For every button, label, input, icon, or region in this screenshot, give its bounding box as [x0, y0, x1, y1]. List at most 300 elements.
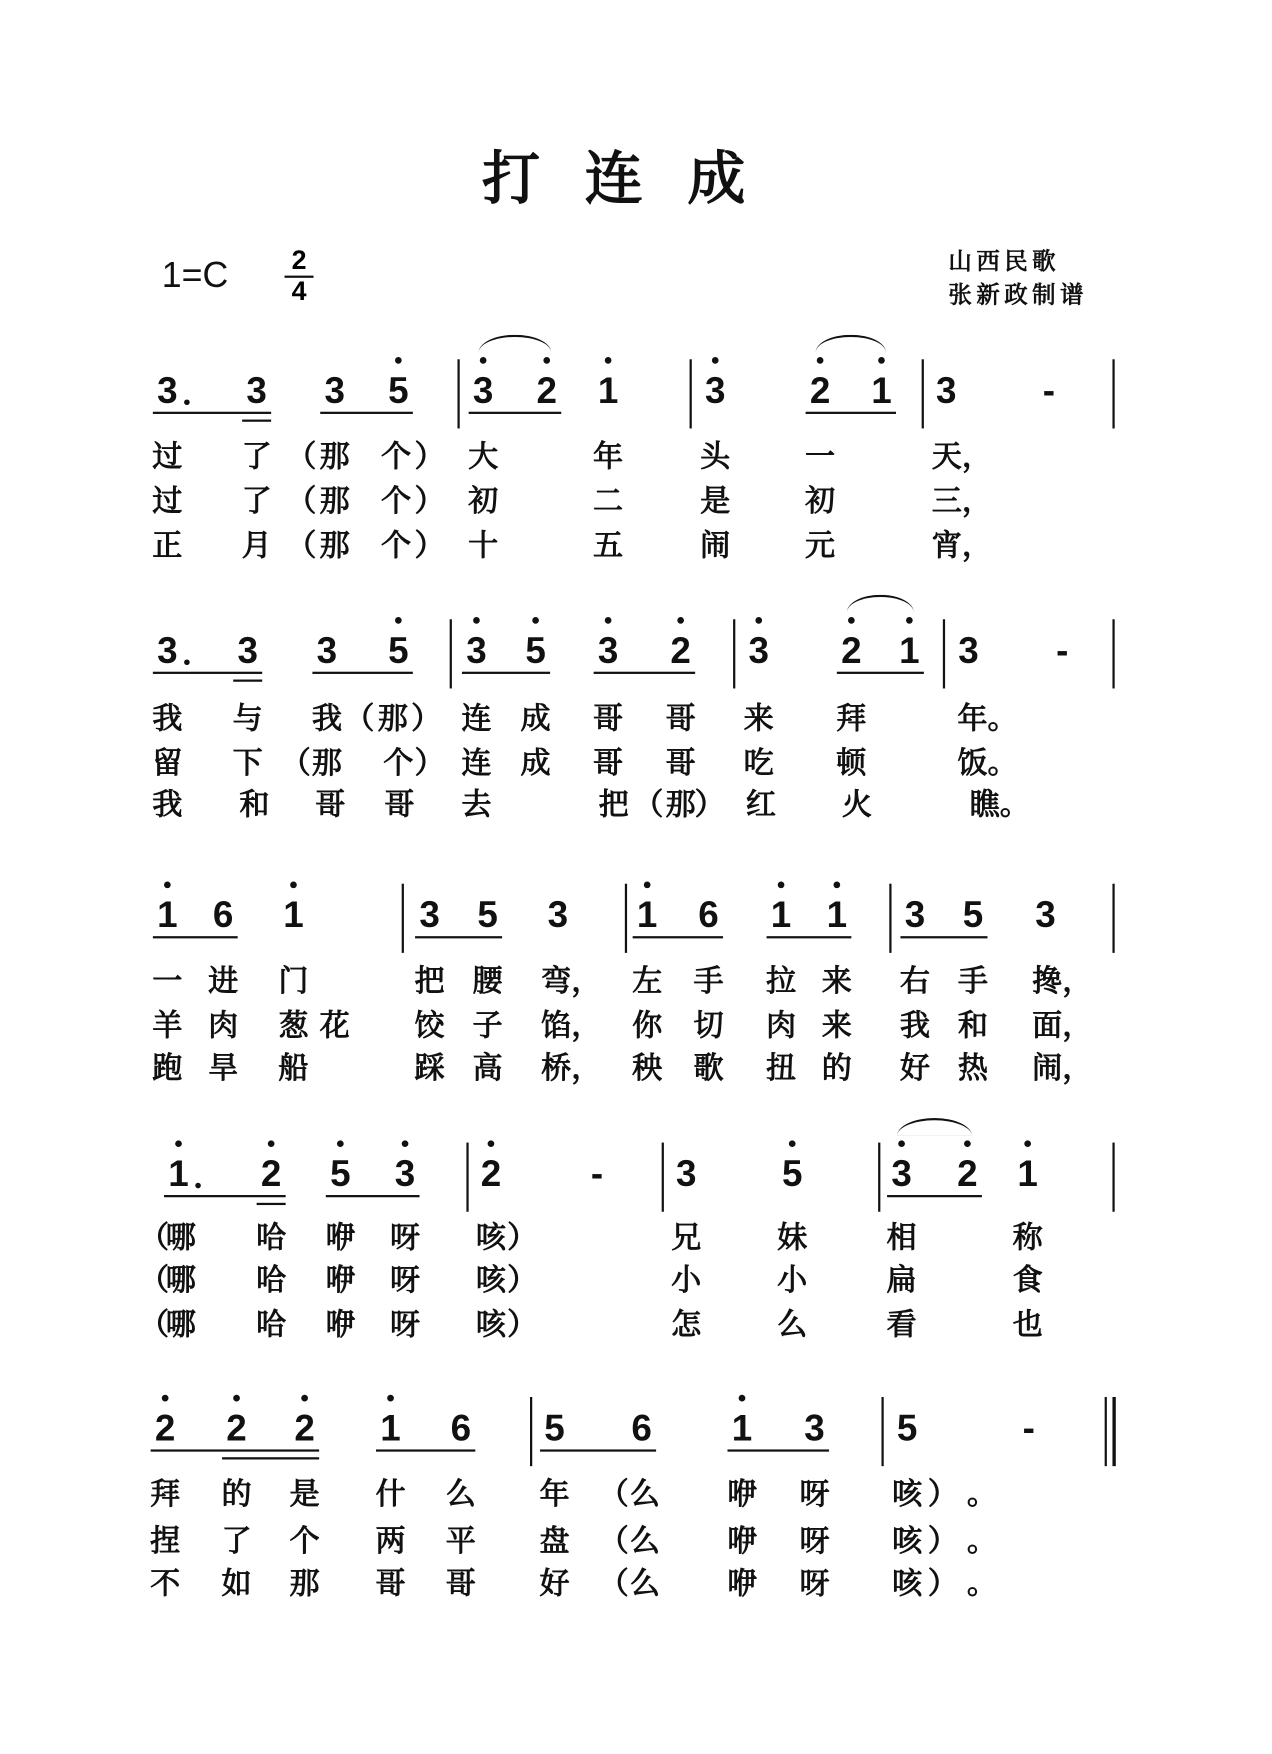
high-octave-dot — [268, 1140, 275, 1147]
lyric-char: 红 — [745, 787, 777, 823]
beam-underline — [312, 672, 412, 674]
lyric-char: 咿 — [726, 1566, 758, 1602]
barline — [1112, 884, 1114, 953]
lyric-char: 哪 — [165, 1263, 196, 1298]
lyric-char: 称 — [1012, 1220, 1043, 1256]
lyric-char: 歌 — [693, 1051, 724, 1086]
lyric-char: 那 — [289, 1566, 320, 1602]
lyric-char: 成 — [520, 746, 551, 782]
lyric-char: 么 — [629, 1524, 660, 1559]
lyric-char: 饺 — [414, 1008, 445, 1044]
high-octave-dot — [739, 1395, 746, 1402]
beam-underline — [153, 672, 262, 674]
lyric-char: （ — [598, 1566, 629, 1602]
note: 1 — [871, 369, 892, 411]
barline — [530, 1397, 532, 1466]
song-title: 打连成 — [482, 145, 790, 214]
lyric-char: 成 — [520, 701, 551, 737]
note: 2 — [154, 1407, 176, 1449]
lyric-char: 三， — [931, 484, 992, 519]
lyric-char: 门 — [278, 964, 309, 999]
note: 1 — [380, 1407, 401, 1449]
note: 2 — [809, 369, 831, 411]
high-octave-dot — [290, 881, 297, 888]
arranger-credit: 张新政制谱 — [948, 280, 1088, 308]
lyric-char: 十 — [468, 528, 499, 564]
high-octave-dot — [301, 1395, 308, 1402]
lyric-char: 哪 — [165, 1307, 196, 1343]
note: 6 — [698, 893, 719, 936]
barline — [450, 619, 452, 688]
lyric-char: 哥 — [315, 787, 346, 823]
lyric-char: 咳 — [892, 1566, 923, 1602]
barline — [662, 1143, 664, 1212]
beam-underline — [767, 936, 852, 938]
note: 2 — [841, 629, 862, 671]
note: 1 — [770, 893, 792, 936]
lyric-char: 那 — [665, 787, 696, 823]
lyric-char: 年 — [539, 1477, 570, 1512]
lyric-char: 扭 — [765, 1051, 797, 1086]
high-octave-dot — [395, 357, 402, 364]
key-signature: 1=C — [161, 254, 229, 295]
lyric-char: 搀， — [1032, 964, 1093, 999]
lyric-char: 连 — [461, 701, 492, 737]
beam-underline — [887, 1195, 982, 1197]
dash-note: - — [1056, 629, 1069, 671]
high-octave-dot — [712, 357, 719, 364]
lyric-char: 呀 — [389, 1307, 421, 1343]
lyric-char: ） — [411, 701, 442, 737]
note: 3 — [246, 369, 267, 411]
high-octave-dot — [644, 881, 651, 888]
lyric-char: 下 — [232, 746, 263, 782]
high-octave-dot — [337, 1140, 344, 1147]
lyric-char: 右 — [899, 964, 931, 999]
lyric-char: 左 — [632, 964, 663, 999]
lyric-char: 面， — [1032, 1008, 1093, 1044]
lyric-char: 馅， — [541, 1008, 602, 1044]
lyric-char: 花 — [319, 1008, 350, 1044]
lyric-char: 看 — [886, 1307, 917, 1343]
lyric-char: 初 — [805, 484, 836, 519]
lyric-char: 与 — [232, 701, 263, 737]
beam-underline — [462, 672, 550, 674]
lyric-char: 呀 — [799, 1524, 830, 1559]
lyric-char: ） — [507, 1307, 538, 1343]
note: 5 — [544, 1407, 565, 1449]
note: 2 — [670, 629, 691, 671]
note: 3 — [597, 629, 619, 671]
lyric-char: 咿 — [726, 1477, 758, 1512]
lyric-char: 怎 — [671, 1307, 702, 1343]
lyric-char: 哈 — [256, 1307, 287, 1343]
beam-underline — [594, 672, 696, 674]
note: 5 — [330, 1152, 351, 1194]
lyric-char: 来 — [821, 964, 852, 999]
lyric-char: 哈 — [256, 1220, 287, 1256]
lyric-char: 那 — [319, 528, 350, 564]
lyric-char: 那 — [377, 701, 408, 737]
lyric-char: 那 — [319, 439, 350, 475]
barline — [1112, 1143, 1114, 1212]
lyric-char: ） — [927, 1477, 958, 1512]
lyric-char: 哥 — [665, 701, 696, 737]
note: 5 — [962, 893, 984, 936]
lyric-char: 旱 — [208, 1051, 239, 1086]
note: 3 — [472, 369, 494, 411]
note: 3 — [324, 369, 345, 411]
lyric-char: 咿 — [325, 1307, 356, 1343]
lyric-char: 连 — [461, 746, 492, 782]
barline — [733, 619, 735, 688]
beam-underline — [164, 1195, 286, 1197]
lyric-char: 咳 — [892, 1524, 923, 1559]
lyric-char: 肉 — [208, 1008, 239, 1044]
lyric-char: 头 — [700, 439, 731, 475]
note: 2 — [294, 1407, 315, 1449]
lyric-char: 进 — [208, 964, 239, 999]
lyric-char: 么 — [445, 1477, 476, 1512]
note: 3 — [748, 629, 769, 671]
barline — [1112, 619, 1114, 688]
lyric-char: （ — [138, 1263, 170, 1298]
lyric-char: 羊 — [152, 1008, 183, 1044]
note: 5 — [781, 1152, 803, 1194]
beam-underline — [806, 412, 896, 414]
double-beam-underline — [242, 420, 271, 422]
lyric-char: （ — [138, 1307, 170, 1343]
lyric-char: 咳 — [892, 1477, 923, 1512]
lyric-char: （ — [633, 787, 664, 823]
lyric-char: 来 — [821, 1008, 852, 1044]
lyric-char: 哈 — [256, 1263, 287, 1298]
lyric-char: 闹 — [700, 528, 731, 564]
lyric-char: 过 — [152, 439, 183, 475]
lyric-char: 跑 — [152, 1051, 183, 1086]
lyric-char: 葱 — [278, 1008, 309, 1044]
note: 5 — [896, 1407, 918, 1449]
lyric-char: 年 — [593, 439, 624, 475]
high-octave-dot — [778, 881, 785, 888]
lyric-char: 拜 — [836, 701, 867, 737]
beam-underline — [320, 412, 413, 414]
lyric-char: 月 — [241, 528, 272, 564]
lyric-char: 好 — [899, 1051, 931, 1086]
lyric-char: 呀 — [799, 1566, 830, 1602]
lyric-char: ） — [414, 528, 445, 564]
lyric-char: ） — [414, 439, 445, 475]
note: 3 — [466, 629, 487, 671]
note: 6 — [631, 1407, 652, 1449]
note: 1 — [157, 893, 178, 936]
slur — [816, 335, 886, 353]
lyric-char: ） — [507, 1220, 538, 1256]
double-beam-underline — [257, 1203, 286, 1205]
note: 3 — [547, 893, 569, 936]
lyric-char: 初 — [468, 484, 499, 519]
high-octave-dot — [532, 617, 539, 624]
lyric-char: （ — [344, 701, 375, 737]
lyric-char: 和 — [239, 787, 270, 823]
lyric-char: 哥 — [384, 787, 415, 823]
note: 1 — [636, 893, 658, 936]
lyric-char: 大 — [468, 439, 499, 475]
lyric-char: 个 — [381, 439, 412, 475]
lyric-char: 什 — [375, 1477, 406, 1512]
lyric-char: 呀 — [389, 1220, 421, 1256]
lyric-char: 瞧。 — [969, 787, 1030, 823]
lyric-char: 桥， — [541, 1051, 602, 1086]
lyric-char: 个 — [381, 528, 412, 564]
barline — [625, 884, 627, 953]
lyric-char: 来 — [743, 701, 774, 737]
note: 6 — [212, 893, 234, 936]
barline — [457, 359, 459, 428]
lyric-char: （ — [286, 528, 317, 564]
note: 3 — [157, 629, 178, 671]
lyric-char: 我 — [152, 787, 183, 823]
lyric-char: ） — [694, 787, 725, 823]
double-beam-underline — [233, 680, 262, 682]
high-octave-dot — [175, 1140, 182, 1147]
lyric-char: ） — [927, 1566, 958, 1602]
note: 2 — [480, 1152, 502, 1194]
lyric-char: ） — [414, 484, 445, 519]
lyric-char: 火 — [841, 787, 872, 823]
lyric-char: 了 — [221, 1524, 252, 1559]
high-octave-dot — [898, 1140, 905, 1147]
beam-underline — [837, 672, 924, 674]
high-octave-dot — [480, 357, 487, 364]
lyric-char: （ — [286, 439, 317, 475]
lyric-char: 个 — [383, 746, 414, 782]
augmentation-dot — [184, 659, 190, 665]
lyric-char: 兄 — [671, 1220, 702, 1256]
lyric-char: 的 — [821, 1051, 852, 1086]
lyric-char: （ — [286, 484, 317, 519]
lyric-char: 船 — [278, 1051, 309, 1086]
high-octave-dot — [488, 1140, 495, 1147]
lyric-char: 正 — [152, 528, 183, 564]
lyric-char: 你 — [632, 1008, 663, 1044]
lyric-char: 把 — [598, 787, 629, 823]
note: 3 — [704, 369, 726, 411]
lyric-char: ） — [507, 1263, 538, 1298]
beam-underline — [540, 1449, 656, 1451]
lyric-char: 哥 — [665, 746, 696, 782]
note: 1 — [597, 369, 619, 411]
lyric-char: 平 — [445, 1524, 476, 1559]
high-octave-dot — [402, 1140, 409, 1147]
lyric-char: 我 — [899, 1008, 931, 1044]
lyric-char: （ — [138, 1220, 170, 1256]
lyric-char: 么 — [629, 1477, 660, 1512]
beam-underline — [153, 936, 238, 938]
lyric-char: 那 — [319, 484, 350, 519]
lyric-char: 好 — [539, 1566, 570, 1602]
lyric-char: 。 — [966, 1524, 997, 1559]
note: 1 — [283, 893, 304, 936]
lyric-char: 捏 — [150, 1524, 181, 1559]
lyric-char: 踩 — [414, 1051, 445, 1086]
note: 3 — [237, 629, 258, 671]
lyric-char: 那 — [311, 746, 342, 782]
lyric-char: 顿 — [836, 746, 867, 782]
dash-note: - — [590, 1152, 604, 1194]
barline — [466, 1143, 468, 1212]
lyric-char: 扁 — [886, 1263, 917, 1298]
lyric-char: 腰 — [472, 964, 503, 999]
note: 2 — [226, 1407, 247, 1449]
note: 3 — [935, 369, 957, 411]
lyric-char: 哥 — [593, 701, 624, 737]
beam-underline — [728, 1449, 830, 1451]
lyric-char: 秧 — [632, 1051, 663, 1086]
lyric-char: 了 — [241, 484, 272, 519]
lyric-char: 子 — [472, 1008, 503, 1044]
high-octave-dot — [233, 1395, 240, 1402]
note: 2 — [957, 1152, 978, 1194]
lyric-char: 肉 — [765, 1008, 797, 1044]
lyric-char: 热 — [957, 1051, 989, 1086]
lyric-char: 吃 — [743, 746, 774, 782]
barline — [889, 884, 891, 953]
lyric-char: 我 — [311, 701, 342, 737]
high-octave-dot — [848, 617, 855, 624]
high-octave-dot — [834, 881, 841, 888]
lyric-char: 么 — [777, 1307, 808, 1343]
note: 3 — [891, 1152, 912, 1194]
note: 3 — [419, 893, 440, 936]
lyric-char: 饭。 — [957, 746, 1018, 782]
lyric-char: 的 — [221, 1477, 252, 1512]
lyric-char: 天， — [931, 439, 992, 475]
note: 5 — [477, 893, 498, 936]
lyric-char: （ — [598, 1524, 629, 1559]
note: 3 — [958, 629, 979, 671]
lyric-char: ） — [414, 746, 445, 782]
lyric-char: 咿 — [726, 1524, 758, 1559]
final-barline-thin — [1105, 1397, 1107, 1466]
barline — [690, 359, 692, 428]
barline — [1112, 359, 1114, 428]
lyric-char: 哥 — [445, 1566, 476, 1602]
lyric-char: 拜 — [150, 1477, 181, 1512]
lyric-char: （ — [598, 1477, 629, 1512]
slur — [897, 1118, 972, 1136]
beam-underline — [633, 936, 723, 938]
note: 1 — [731, 1407, 753, 1449]
lyric-char: 小 — [777, 1263, 808, 1298]
note: 1 — [899, 629, 920, 671]
final-barline-thick — [1112, 1397, 1115, 1466]
lyric-char: 个 — [289, 1524, 320, 1559]
lyric-char: 盘 — [539, 1524, 570, 1559]
note: 3 — [316, 629, 338, 671]
high-octave-dot — [162, 1395, 169, 1402]
lyric-char: 咳 — [475, 1307, 507, 1343]
lyric-char: 咳 — [475, 1220, 507, 1256]
note: 1 — [826, 893, 848, 936]
lyric-char: 我 — [152, 701, 183, 737]
lyric-char: 年。 — [957, 701, 1018, 737]
barline — [402, 884, 404, 953]
barline — [881, 1397, 883, 1466]
note: 5 — [525, 629, 546, 671]
dash-note: - — [1042, 369, 1055, 411]
barline — [922, 359, 924, 428]
lyric-char: 留 — [152, 746, 183, 782]
beam-underline — [151, 1449, 319, 1451]
lyric-char: 两 — [375, 1524, 406, 1559]
note: 2 — [536, 369, 557, 411]
lyric-char: 去 — [461, 787, 492, 823]
lyric-char: 元 — [805, 528, 836, 564]
time-signature — [285, 245, 314, 307]
lyric-char: 么 — [629, 1566, 660, 1602]
note: 3 — [904, 893, 926, 936]
lyric-char: 如 — [221, 1566, 252, 1602]
lyric-char: 也 — [1012, 1307, 1043, 1343]
high-octave-dot — [395, 617, 402, 624]
high-octave-dot — [755, 617, 762, 624]
slur — [479, 335, 552, 353]
lyric-char: 相 — [886, 1220, 917, 1256]
lyric-char: 是 — [289, 1477, 320, 1512]
lyric-char: 一 — [152, 964, 183, 999]
beam-underline — [900, 936, 987, 938]
note: 1 — [168, 1152, 189, 1194]
augmentation-dot — [184, 399, 190, 405]
lyric-char: 过 — [152, 484, 183, 519]
lyric-char: 咿 — [325, 1263, 356, 1298]
lyric-char: 。 — [966, 1477, 997, 1512]
high-octave-dot — [677, 617, 684, 624]
high-octave-dot — [605, 357, 612, 364]
high-octave-dot — [789, 1140, 796, 1147]
note: 3 — [804, 1407, 825, 1449]
double-beam-underline — [222, 1457, 319, 1459]
high-octave-dot — [878, 357, 885, 364]
time-signature-top: 2 — [291, 245, 307, 276]
note: 1 — [1017, 1152, 1038, 1194]
augmentation-dot — [195, 1183, 201, 1189]
lyric-char: 是 — [700, 484, 731, 519]
lyric-char: 了 — [241, 439, 272, 475]
lyric-char: 咳 — [475, 1263, 507, 1298]
lyric-char: 呀 — [389, 1263, 421, 1298]
lyric-char: 呀 — [799, 1477, 830, 1512]
lyric-char: 和 — [957, 1008, 989, 1044]
lyric-char: 小 — [671, 1263, 702, 1298]
lyric-char: 宵， — [931, 528, 992, 564]
lyric-char: 。 — [966, 1566, 997, 1602]
note: 3 — [394, 1152, 416, 1194]
lyric-char: 一 — [805, 439, 836, 475]
lyric-char: 闹， — [1032, 1051, 1093, 1086]
note: 5 — [388, 369, 409, 411]
lyric-char: 不 — [150, 1566, 181, 1602]
note: 3 — [675, 1152, 697, 1194]
high-octave-dot — [1024, 1140, 1031, 1147]
lyric-char: 切 — [693, 1008, 724, 1044]
lyric-char: 哪 — [165, 1220, 196, 1256]
lyric-char: 高 — [472, 1051, 503, 1086]
high-octave-dot — [906, 617, 913, 624]
note: 5 — [388, 629, 409, 671]
lyric-char: 食 — [1012, 1263, 1043, 1298]
